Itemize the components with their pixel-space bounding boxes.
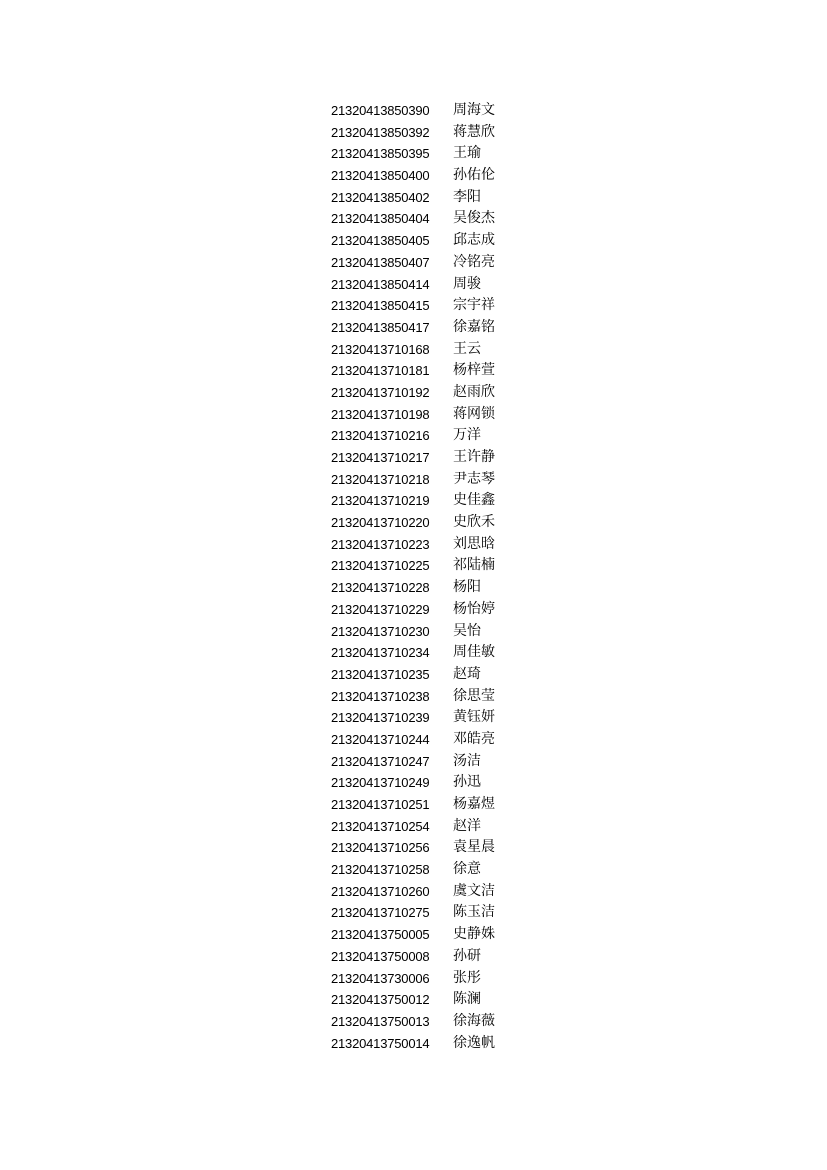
student-row [331, 555, 531, 577]
student-row [331, 230, 531, 252]
student-row [331, 664, 531, 686]
student-name: 虞文洁 [453, 882, 495, 899]
student-name: 杨嘉煜 [453, 796, 495, 812]
student-row [331, 968, 531, 990]
student-id: 21320413710181 [331, 363, 430, 379]
student-name: 刘思晗 [453, 535, 495, 552]
student-name: 陈玉洁 [453, 904, 495, 921]
student-name: 徐意 [453, 861, 481, 878]
student-name: 杨梓萱 [453, 362, 495, 379]
student-row [331, 339, 531, 361]
student-id: 21320413710275 [331, 905, 430, 921]
student-id: 21320413710238 [331, 688, 430, 704]
student-row [331, 447, 531, 469]
student-name: 黄钰妍 [453, 709, 495, 726]
student-id: 21320413710219 [331, 493, 430, 509]
student-name: 杨怡婷 [453, 600, 495, 617]
student-row [331, 512, 531, 534]
student-name: 徐思莹 [453, 687, 495, 704]
student-row [331, 751, 531, 773]
student-id: 21320413750008 [331, 948, 430, 964]
student-id: 21320413710217 [331, 450, 430, 465]
student-row [331, 122, 531, 144]
student-id: 21320413710225 [331, 558, 430, 574]
student-name: 赵洋 [453, 817, 481, 834]
student-row [331, 794, 531, 816]
student-row [331, 686, 531, 708]
student-row [331, 382, 531, 404]
student-row [331, 621, 531, 643]
student-name: 王许静 [453, 449, 495, 465]
student-name: 汤洁 [453, 752, 481, 769]
student-name: 孙研 [453, 947, 481, 964]
student-name: 邱志成 [453, 232, 495, 249]
student-id: 21320413710168 [331, 341, 430, 357]
student-id: 21320413710192 [331, 384, 430, 400]
student-name: 徐嘉铭 [453, 318, 495, 335]
student-row [331, 143, 531, 165]
student-row [331, 1011, 531, 1033]
student-id: 21320413850390 [331, 103, 430, 118]
student-id: 21320413750005 [331, 927, 430, 943]
student-name: 孙迅 [453, 774, 481, 791]
student-id: 21320413710198 [331, 406, 430, 422]
student-row [331, 642, 531, 664]
student-id: 21320413710234 [331, 645, 430, 661]
student-row [331, 859, 531, 881]
student-name: 赵雨欣 [453, 383, 495, 400]
student-id: 21320413850414 [331, 276, 430, 292]
student-name: 尹志琴 [453, 470, 495, 487]
student-row [331, 599, 531, 621]
student-id: 21320413850392 [331, 124, 430, 140]
student-id: 21320413710223 [331, 536, 430, 552]
student-name: 周骏 [453, 275, 481, 292]
student-roster [331, 100, 531, 1054]
student-id: 21320413710249 [331, 775, 430, 791]
student-id: 21320413710251 [331, 797, 430, 812]
student-id: 21320413730006 [331, 970, 430, 986]
student-id: 21320413850415 [331, 298, 430, 314]
student-row [331, 252, 531, 274]
student-name: 李阳 [453, 188, 481, 205]
student-name: 孙佑伦 [453, 167, 495, 184]
student-name: 史佳鑫 [453, 492, 495, 509]
student-row [331, 946, 531, 968]
student-name: 史欣禾 [453, 514, 495, 531]
student-id: 21320413710220 [331, 515, 430, 531]
student-id: 21320413710239 [331, 710, 430, 726]
student-row [331, 772, 531, 794]
student-name: 陈澜 [453, 991, 481, 1008]
student-name: 蒋慧欣 [453, 123, 495, 140]
student-name: 蒋网锁 [453, 405, 495, 422]
student-name: 吴俊杰 [453, 210, 495, 227]
student-name: 王瑜 [453, 145, 481, 162]
student-id: 21320413850404 [331, 211, 430, 227]
student-id: 21320413710228 [331, 580, 430, 596]
student-id: 21320413850405 [331, 233, 430, 249]
student-id: 21320413710235 [331, 666, 430, 682]
student-id: 21320413850402 [331, 189, 430, 205]
student-id: 21320413710229 [331, 601, 430, 617]
student-row [331, 187, 531, 209]
student-name: 祁陆楠 [453, 557, 495, 574]
student-name: 吴怡 [453, 622, 481, 639]
student-name: 周海文 [453, 102, 495, 118]
student-name: 宗宇祥 [453, 297, 495, 314]
student-row [331, 816, 531, 838]
student-name: 史静姝 [453, 926, 495, 943]
student-row [331, 469, 531, 491]
student-id: 21320413710260 [331, 883, 430, 899]
student-row [331, 1033, 531, 1055]
student-row [331, 534, 531, 556]
student-name: 徐逸帆 [453, 1034, 495, 1051]
student-row [331, 208, 531, 230]
student-id: 21320413710216 [331, 428, 430, 444]
student-name: 冷铭亮 [453, 253, 495, 270]
student-row [331, 165, 531, 187]
student-row [331, 989, 531, 1011]
student-id: 21320413710256 [331, 840, 430, 856]
student-row [331, 490, 531, 512]
student-name: 张彤 [453, 969, 481, 986]
student-name: 赵琦 [453, 665, 481, 682]
student-name: 徐海薇 [453, 1012, 495, 1029]
student-name: 万洋 [453, 427, 481, 444]
student-id: 21320413710247 [331, 753, 430, 769]
student-id: 21320413710258 [331, 862, 430, 878]
student-row [331, 729, 531, 751]
student-row [331, 360, 531, 382]
student-row [331, 577, 531, 599]
student-id: 21320413850417 [331, 319, 430, 335]
student-id: 21320413750013 [331, 1013, 430, 1029]
student-id: 21320413750012 [331, 992, 430, 1008]
student-row [331, 707, 531, 729]
student-id: 21320413710244 [331, 731, 430, 747]
student-name: 王云 [453, 340, 481, 357]
student-id: 21320413850395 [331, 146, 430, 162]
student-name: 周佳敏 [453, 644, 495, 661]
student-name: 邓皓亮 [453, 730, 495, 747]
student-name: 杨阳 [453, 579, 481, 596]
student-row [331, 881, 531, 903]
student-row [331, 425, 531, 447]
student-name: 袁星晨 [453, 839, 495, 856]
student-id: 21320413710218 [331, 471, 430, 487]
student-row [331, 317, 531, 339]
student-row [331, 295, 531, 317]
student-row [331, 837, 531, 859]
student-id: 21320413850407 [331, 254, 430, 270]
student-id: 21320413850400 [331, 168, 430, 184]
student-row [331, 924, 531, 946]
student-row [331, 404, 531, 426]
student-row [331, 100, 531, 122]
student-id: 21320413710254 [331, 818, 430, 834]
student-id: 21320413750014 [331, 1035, 430, 1051]
student-row [331, 902, 531, 924]
student-id: 21320413710230 [331, 623, 430, 639]
student-row [331, 274, 531, 296]
